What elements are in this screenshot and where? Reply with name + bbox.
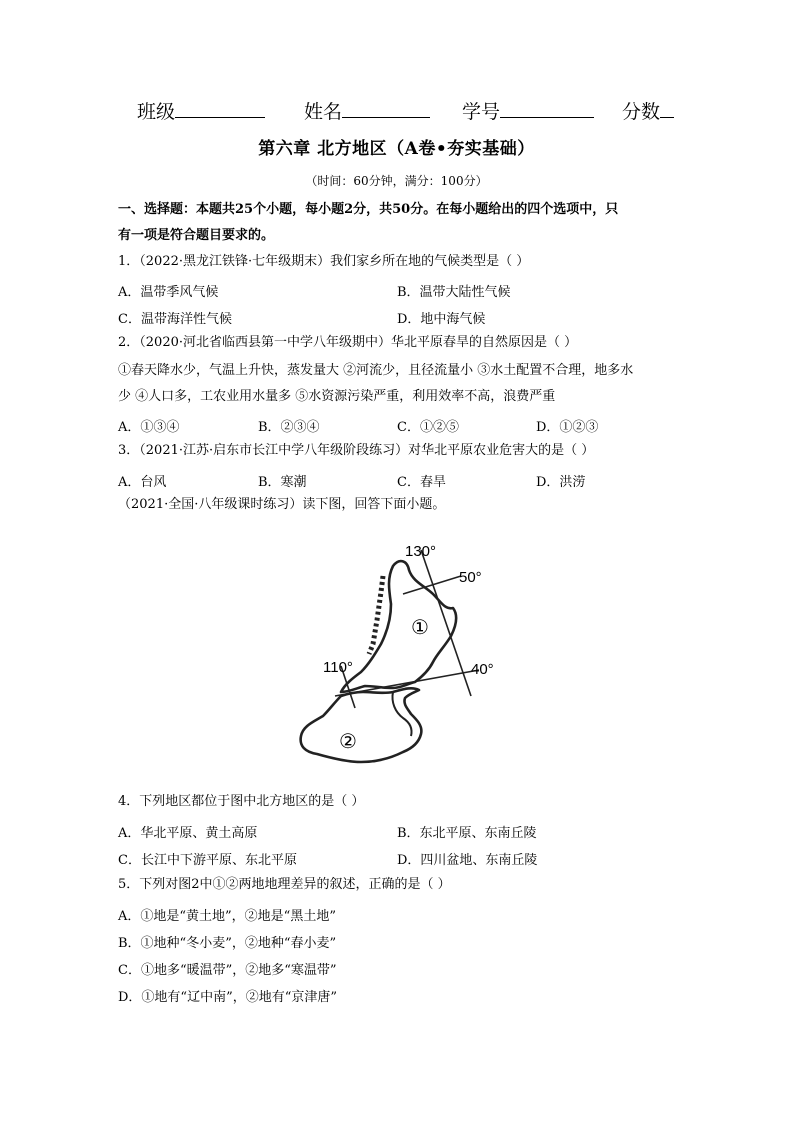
question-1-option-b[interactable]: B．温带大陆性气候	[397, 285, 511, 300]
score-blank[interactable]	[660, 98, 674, 118]
label-region-1: ①	[411, 615, 429, 639]
coastline-detail	[392, 692, 411, 736]
student-id-blank[interactable]	[500, 98, 594, 118]
region-1-outline	[341, 561, 456, 692]
question-2-option-b[interactable]: B．②③④	[258, 420, 320, 435]
page-title: 第六章 北方地区（A卷•夯实基础）	[258, 139, 535, 159]
question-4-option-b[interactable]: B．东北平原、东南丘陵	[397, 826, 537, 841]
section-instructions-line2: 有一项是符合题目要求的。	[118, 228, 275, 243]
name-blank[interactable]	[342, 98, 430, 118]
question-4-option-a[interactable]: A．华北平原、黄土高原	[118, 826, 258, 841]
section-instructions-line1: 一、选择题：本题共25个小题，每小题2分，共50分。在每小题给出的四个选项中，只	[118, 202, 619, 217]
region-2-outline	[301, 688, 422, 762]
parallel-50	[403, 576, 461, 594]
question-group-intro: （2021·全国·八年级课时练习）读下图，回答下面小题。	[118, 497, 446, 512]
question-5-option-b[interactable]: B．①地种“冬小麦”，②地种“春小麦”	[118, 936, 337, 951]
question-2-stem: 2．（2020·河北省临西县第一中学八年级期中）华北平原春旱的自然原因是（ ）	[118, 335, 578, 350]
question-4-option-d[interactable]: D．四川盆地、东南丘陵	[397, 853, 538, 868]
question-1-stem: 1．（2022·黑龙江铁锋·七年级期末）我们家乡所在地的气候类型是（ ）	[118, 254, 530, 269]
score-label: 分数	[622, 101, 661, 123]
question-3-option-c[interactable]: C．春旱	[397, 475, 446, 490]
student-id-label: 学号	[462, 101, 501, 123]
student-id-field	[462, 97, 594, 124]
question-3-option-d[interactable]: D．洪涝	[536, 475, 586, 490]
question-4-stem: 4．下列地区都位于图中北方地区的是（ ）	[118, 794, 365, 809]
question-5-option-d[interactable]: D．①地有“辽中南”，②地有“京津唐”	[118, 990, 338, 1005]
label-region-2: ②	[339, 729, 357, 753]
northern-china-map	[295, 536, 495, 766]
question-2-statements-line1: ①春天降水少，气温上升快，蒸发量大 ②河流少，且径流量小 ③水土配置不合理，地多水	[118, 363, 634, 378]
question-1-option-a[interactable]: A．温带季风气候	[118, 285, 219, 300]
class-field	[137, 97, 265, 124]
question-3-option-a[interactable]: A．台风	[118, 475, 167, 490]
question-1-option-c[interactable]: C．温带海洋性气候	[118, 312, 232, 327]
question-2-option-c[interactable]: C．①②⑤	[397, 420, 459, 435]
label-lat-40: 40°	[471, 661, 494, 678]
question-3-stem: 3．（2021·江苏·启东市长江中学八年级阶段练习）对华北平原农业危害大的是（ ）	[118, 443, 595, 458]
label-lon-130: 130°	[405, 543, 437, 560]
exam-time-score: （时间：60分钟，满分：100分）	[305, 174, 488, 188]
label-lon-110: 110°	[323, 659, 353, 676]
class-blank[interactable]	[175, 98, 265, 118]
name-label: 姓名	[304, 101, 343, 123]
name-field	[304, 97, 430, 124]
score-field	[622, 97, 674, 124]
question-1-option-d[interactable]: D．地中海气候	[397, 312, 486, 327]
question-4-option-c[interactable]: C．长江中下游平原、东北平原	[118, 853, 297, 868]
question-2-statements-line2: 少 ④人口多，工农业用水量多 ⑤水资源污染严重，利用效率不高，浪费严重	[118, 389, 556, 404]
class-label: 班级	[137, 101, 176, 123]
question-5-option-a[interactable]: A．①地是“黄土地”，②地是“黑土地”	[118, 909, 336, 924]
question-2-option-a[interactable]: A．①③④	[118, 420, 180, 435]
label-lat-50: 50°	[459, 569, 482, 586]
question-5-stem: 5．下列对图2中①②两地地理差异的叙述，正确的是（ ）	[118, 877, 451, 892]
question-3-option-b[interactable]: B．寒潮	[258, 475, 307, 490]
student-info-line	[0, 97, 793, 127]
question-2-option-d[interactable]: D．①②③	[536, 420, 599, 435]
question-5-option-c[interactable]: C．①地多“暖温带”，②地多“寒温带”	[118, 963, 337, 978]
